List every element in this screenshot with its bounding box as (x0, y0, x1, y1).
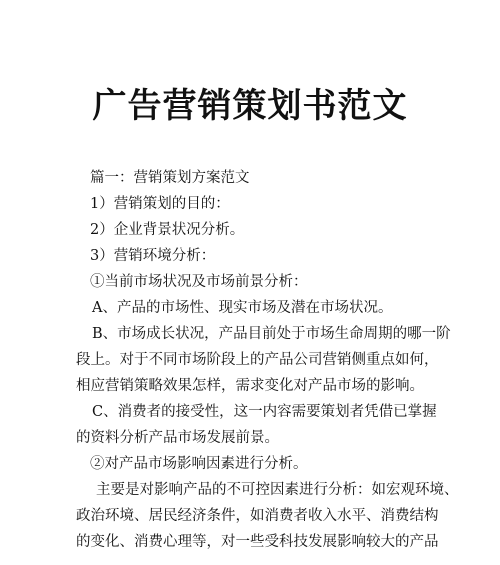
list-item: 1）营销策划的目的： (90, 196, 230, 212)
paragraph-line: A、产品的市场性、现实市场及潜在市场状况。 (92, 300, 393, 316)
list-item: 2）企业背景状况分析。 (90, 222, 245, 238)
paragraph-line: B、市场成长状况，产品目前处于市场生命周期的哪一阶 (92, 326, 451, 342)
paragraph-line: 段上。对于不同市场阶段上的产品公司营销侧重点如何， (76, 352, 439, 368)
paragraph-line: 的变化、消费心理等，对一些受科技发展影响较大的产品 (76, 534, 439, 550)
paragraph-line: 主要是对影响产品的不可控因素进行分析：如宏观环境、 (96, 482, 459, 498)
sub-item: ②对产品市场影响因素进行分析。 (90, 456, 308, 472)
paragraph-line: 政治环境、居民经济条件，如消费者收入水平、消费结构 (76, 508, 439, 524)
paragraph-line: C、消费者的接受性，这一内容需要策划者凭借已掌握 (92, 404, 437, 420)
paragraph-line: 相应营销策略效果怎样，需求变化对产品市场的影响。 (76, 378, 424, 394)
paragraph-line: 的资料分析产品市场发展前景。 (76, 430, 279, 446)
section-heading: 篇一：营销策划方案范文 (90, 170, 250, 186)
sub-item: ①当前市场状况及市场前景分析： (90, 274, 308, 290)
list-item: 3）营销环境分析： (90, 248, 216, 264)
document-title: 广告营销策划书范文 (92, 86, 408, 126)
